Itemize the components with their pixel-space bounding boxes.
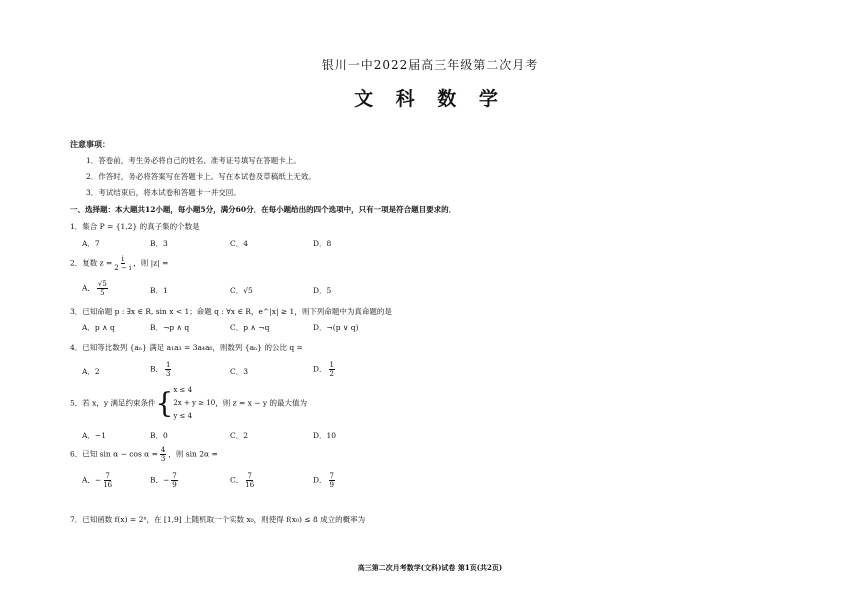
exam-subject-title: 文 科 数 学 xyxy=(354,88,506,110)
question-2-fraction xyxy=(114,255,131,272)
fraction-denominator: 5 xyxy=(100,289,105,297)
fraction-numerator: i xyxy=(121,255,124,263)
option-fraction xyxy=(103,472,112,489)
question-2-stem xyxy=(70,255,168,272)
question-2-option-a xyxy=(82,280,110,297)
option-label: A． xyxy=(82,283,95,293)
question-2-option-d: D．5 xyxy=(313,286,332,295)
constraint-system xyxy=(173,384,215,423)
option-fraction xyxy=(329,472,335,489)
option-label: A．− xyxy=(82,475,102,485)
option-fraction xyxy=(329,361,335,378)
question-2-stem-pre: 2．复数 z = xyxy=(70,258,113,268)
question-1-option-b: B．3 xyxy=(150,239,168,248)
fraction-denominator: 16 xyxy=(245,481,255,489)
question-3-stem: 3．已知命题 p : ∃x ∈ R, sin x < 1；命题 q : ∀x ∈ R，e^|x| ≥ 1，则下列命题中为真命题的是 xyxy=(70,307,392,316)
question-1-option-d: D．8 xyxy=(313,239,332,248)
question-6-option-d xyxy=(313,472,337,489)
question-3-option-d: D．¬(p ∨ q) xyxy=(313,323,359,332)
question-6-stem-post: ，则 sin 2α = xyxy=(168,449,218,459)
question-2-option-b: B．1 xyxy=(150,286,168,295)
question-6-option-c xyxy=(230,472,256,489)
option-label: B． xyxy=(150,364,164,374)
option-fraction xyxy=(97,280,108,297)
option-label: B．− xyxy=(150,475,170,485)
note-item-3: 3．考试结束后，将本试卷和答题卡一并交回。 xyxy=(86,188,241,197)
exam-school-title: 银川一中2022届高三年级第二次月考 xyxy=(321,58,539,72)
question-3-option-c: C．p ∧ ¬q xyxy=(230,323,270,332)
fraction-numerator: 4 xyxy=(160,446,166,454)
question-1-stem: 1．集合 P = {1,2} 的真子集的个数是 xyxy=(70,222,200,231)
question-5-stem-pre: 5．若 x，y 满足约束条件 xyxy=(70,398,156,408)
question-5-option-d: D．10 xyxy=(313,431,337,440)
fraction-numerator: 1 xyxy=(166,361,171,369)
fraction-denominator: 2 xyxy=(329,370,334,378)
question-4-option-b xyxy=(150,361,173,378)
fraction-denominator: 3 xyxy=(160,455,166,463)
option-label: C． xyxy=(230,475,244,485)
fraction-numerator: 7 xyxy=(172,472,177,480)
option-fraction xyxy=(165,361,171,378)
question-6-option-b xyxy=(150,472,180,489)
question-6-fraction xyxy=(160,446,166,463)
fraction-denominator: 9 xyxy=(172,481,177,489)
question-2-option-c: C．√5 xyxy=(230,286,253,295)
fraction-numerator: 7 xyxy=(247,472,252,480)
question-2-stem-post: ，则 |z| = xyxy=(133,258,169,268)
note-item-1: 1．答卷前，考生务必将自己的姓名、准考证号填写在答题卡上。 xyxy=(86,156,301,165)
question-3-option-a: A．p ∧ q xyxy=(82,323,115,332)
option-label: D． xyxy=(313,475,327,485)
fraction-numerator: 7 xyxy=(329,472,334,480)
question-5-option-c: C．2 xyxy=(230,431,249,440)
question-3-option-b: B．¬p ∧ q xyxy=(150,323,190,332)
question-4-stem: 4．已知等比数列 {aₙ} 满足 a₁a₃ = 3a₄a₆，则数列 {aₙ} 的公比 q = xyxy=(70,343,303,352)
left-brace: { xyxy=(155,386,174,420)
question-5-option-a: A．−1 xyxy=(82,431,106,440)
question-6-stem xyxy=(70,446,218,463)
option-fraction xyxy=(171,472,177,489)
question-4-option-c: C．3 xyxy=(230,367,249,376)
question-4-option-d xyxy=(313,361,337,378)
notes-heading: 注意事项： xyxy=(70,139,110,149)
fraction-denominator: 16 xyxy=(103,481,113,489)
option-label: D． xyxy=(313,364,327,374)
section-heading: 一、选择题：本大题共12小题，每小题5分，满分60分．在每小题给出的四个选项中，只有一项是符合题目要求的． xyxy=(70,205,457,214)
page-footer: 高三第二次月考数学(文科)试卷 第1页(共2页) xyxy=(357,563,503,572)
fraction-denominator: 9 xyxy=(329,481,334,489)
fraction-numerator: 7 xyxy=(105,472,110,480)
question-6-stem-pre: 6．已知 sin α − cos α = xyxy=(70,449,158,459)
question-4-option-a: A．2 xyxy=(82,367,100,376)
fraction-denominator: 2 − i xyxy=(114,264,132,272)
option-fraction xyxy=(245,472,254,489)
fraction-numerator: 1 xyxy=(329,361,334,369)
note-item-2: 2．作答时，务必将答案写在答题卡上。写在本试卷及草稿纸上无效。 xyxy=(86,172,316,181)
constraint-2: 2x + y ≥ 10 xyxy=(173,399,216,407)
question-6-option-a xyxy=(82,472,114,489)
question-5-option-b: B．0 xyxy=(150,431,168,440)
fraction-numerator: √5 xyxy=(97,280,107,288)
constraint-3: y ≤ 4 xyxy=(173,412,193,420)
fraction-denominator: 3 xyxy=(166,370,171,378)
question-5-stem-post: ，则 z = x − y 的最大值为 xyxy=(215,398,308,408)
question-1-option-a: A．7 xyxy=(82,239,100,248)
question-1-option-c: C．4 xyxy=(230,239,249,248)
question-5-stem xyxy=(70,384,307,423)
constraint-1: x ≤ 4 xyxy=(173,386,193,394)
question-7-stem: 7．已知函数 f(x) = 2ˣ，在 [1,9] 上随机取一个实数 x₀，则使得 f(x₀) ≤ 8 成立的概率为 xyxy=(70,515,366,524)
